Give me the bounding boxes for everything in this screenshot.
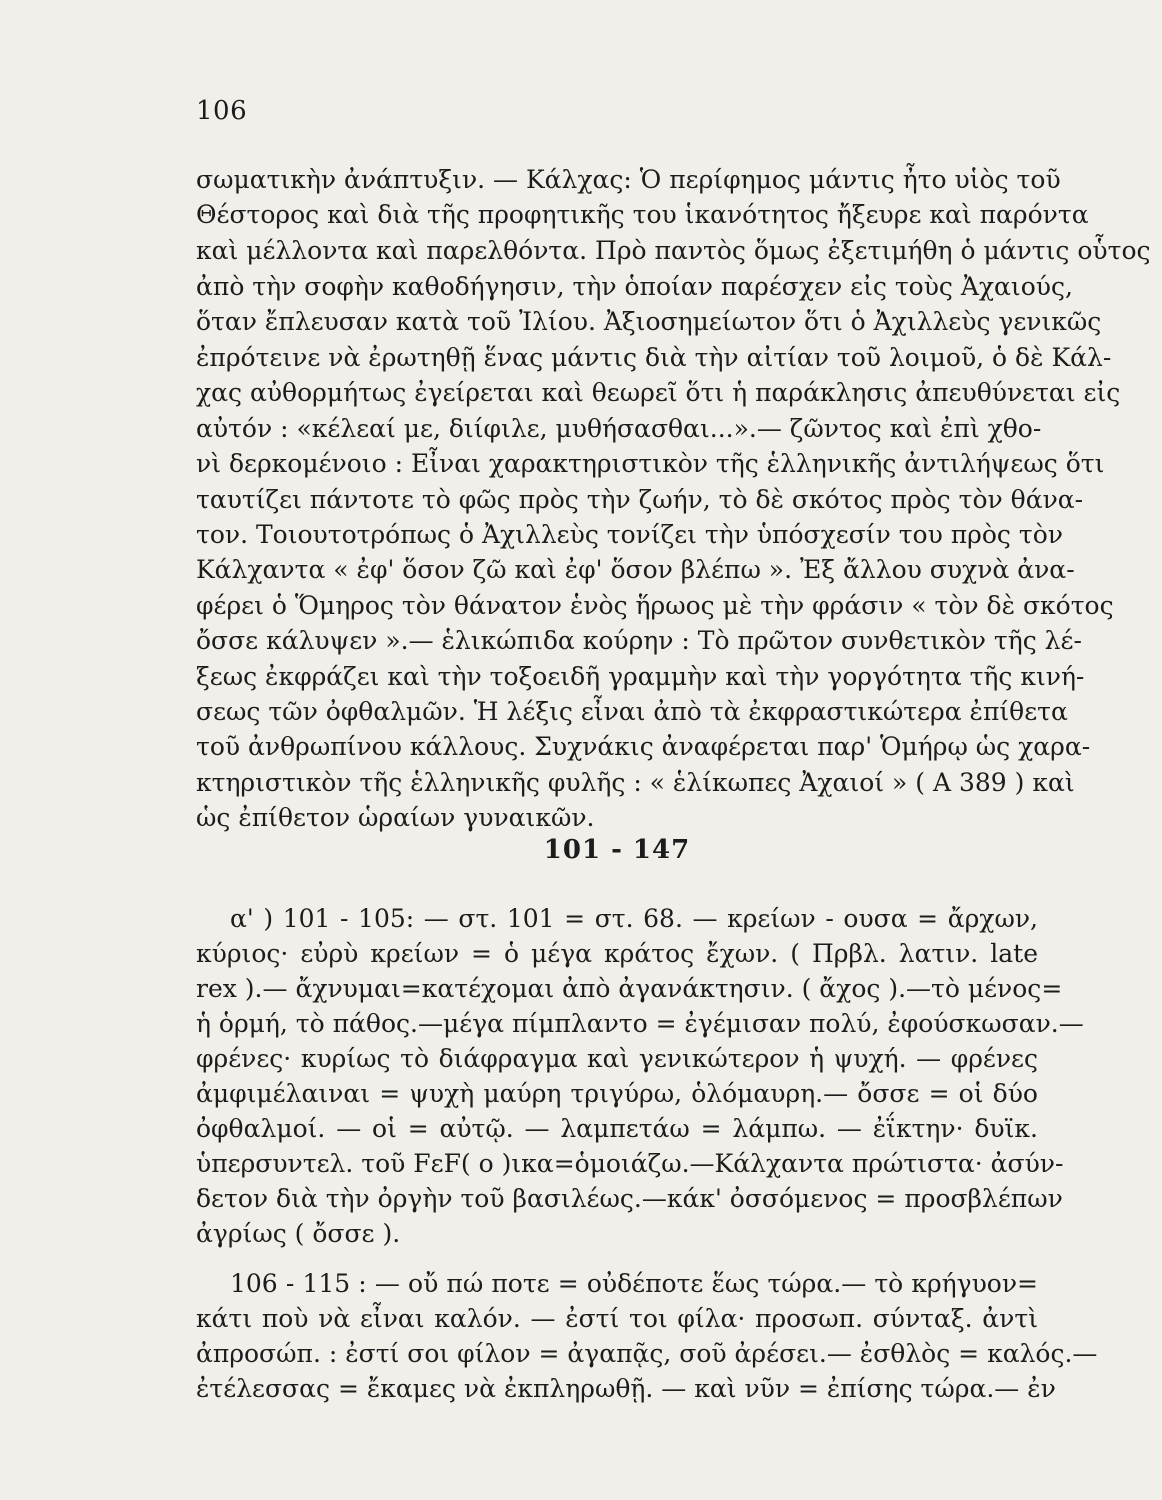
text-line: σωματικὴν ἀνάπτυξιν. — Κάλχας: Ὁ περίφημος μάντις ἦτο υἱὸς τοῦ — [196, 165, 1061, 194]
text-line: ἐτέλεσσας = ἔκαμες νὰ ἐκπληρωθῇ. — καὶ νῦν = ἐπίσης τώρα.— ἐν — [196, 1374, 1056, 1403]
text-line: κύριος· εὐρὺ κρείων = ὁ μέγα κράτος ἔχων. ( Πρβλ. λατιν. late — [196, 939, 1038, 968]
text-line: αὐτόν : «κέλεαί με, διίφιλε, μυθήσασθαι...».— ζῶντος καὶ ἐπὶ χθο- — [196, 414, 1042, 443]
text-line: φέρει ὁ Ὅμηρος τὸν θάνατον ἑνὸς ἥρωος μὲ τὴν φράσιν « τὸν δὲ σκότος — [196, 591, 1114, 620]
text-line: ἀγρίως ( ὄσσε ). — [196, 1219, 401, 1248]
text-line: ὀφθαλμοί. — οἱ = αὐτῷ. — λαμπετάω = λάμπω. — ἐΐκτην· δυϊκ. — [196, 1114, 1038, 1143]
text-line: ὡς ἐπίθετον ὡραίων γυναικῶν. — [196, 803, 595, 832]
text-line: rex ).— ἄχνυμαι=κατέχομαι ἀπὸ ἀγανάκτησιν. ( ἄχος ).—τὸ μένος= — [196, 974, 1063, 1003]
text-line: φρένες· κυρίως τὸ διάφραγμα καὶ γενικώτερον ἡ ψυχή. — φρένες — [196, 1044, 1038, 1073]
page-number: 106 — [196, 96, 248, 126]
text-line: ἀπροσώπ. : ἐστί σοι φίλον = ἀγαπᾷς, σοῦ ἀρέσει.— ἐσθλὸς = καλός.— — [196, 1339, 1098, 1368]
text-line: ἀμφιμέλαιναι = ψυχὴ μαύρη τριγύρω, ὁλόμαυρη.— ὄσσε = οἱ δύο — [196, 1079, 1038, 1108]
text-line: ὑπερσυντελ. τοῦ FεF( ο )ικα=ὁμοιάζω.—Κάλχαντα πρώτιστα· ἀσύν- — [196, 1149, 1064, 1178]
text-line: καὶ μέλλοντα καὶ παρελθόντα. Πρὸ παντὸς ὅμως ἐξετιμήθη ὁ μάντις οὗτος — [196, 236, 1151, 265]
text-line: Θέστορος καὶ διὰ τῆς προφητικῆς του ἱκανότητος ἤξευρε καὶ παρόντα — [196, 200, 1089, 229]
text-line: ὅταν ἔπλευσαν κατὰ τοῦ Ἰλίου. Ἀξιοσημείωτον ὅτι ὁ Ἀχιλλεὺς γενικῶς — [196, 307, 1102, 336]
text-line: κτηριστικὸν τῆς ἑλληνικῆς φυλῆς : « ἑλίκωπες Ἀχαιοί » ( Α 389 ) καὶ — [196, 768, 1075, 797]
text-line: χας αὐθορμήτως ἐγείρεται καὶ θεωρεῖ ὅτι ἡ παράκλησις ἀπευθύνεται εἰς — [196, 378, 1121, 407]
text-line: α' ) 101 - 105: — στ. 101 = στ. 68. — κρείων - ουσα = ἄρχων, — [230, 904, 1038, 933]
text-line: ἐπρότεινε νὰ ἐρωτηθῇ ἕνας μάντις διὰ τὴν αἰτίαν τοῦ λοιμοῦ, ὁ δὲ Κάλ- — [196, 343, 1112, 372]
text-line: τοῦ ἀνθρωπίνου κάλλους. Συχνάκις ἀναφέρεται παρ' Ὁμήρῳ ὡς χαρα- — [196, 732, 1091, 761]
text-line: σεως τῶν ὀφθαλμῶν. Ἡ λέξις εἶναι ἀπὸ τὰ ἐκφραστικώτερα ἐπίθετα — [196, 697, 1068, 726]
text-line: ταυτίζει πάντοτε τὸ φῶς πρὸς τὴν ζωήν, τὸ δὲ σκότος πρὸς τὸν θάνα- — [196, 485, 1084, 514]
text-line: ξεως ἐκφράζει καὶ τὴν τοξοειδῆ γραμμὴν καὶ τὴν γοργότητα τῆς κινή- — [196, 662, 1085, 691]
text-line: δετον διὰ τὴν ὀργὴν τοῦ βασιλέως.—κάκ' ὀσσόμενος = προσβλέπων — [196, 1184, 1063, 1213]
text-line: κάτι ποὺ νὰ εἶναι καλόν. — ἐστί τοι φίλα· προσωπ. σύνταξ. ἀντὶ — [196, 1304, 1038, 1333]
text-line: Κάλχαντα « ἐφ' ὅσον ζῶ καὶ ἐφ' ὅσον βλέπω ». Ἐξ ἄλλου συχνὰ ἀνα- — [196, 555, 1075, 584]
text-line: νὶ δερκομένοιο : Εἶναι χαρακτηριστικὸν τῆς ἑλληνικῆς ἀντιλήψεως ὅτι — [196, 449, 1105, 478]
text-line: τον. Τοιουτοτρόπως ὁ Ἀχιλλεὺς τονίζει τὴν ὑπόσχεσίν του πρὸς τὸν — [196, 520, 1063, 549]
text-line: ἀπὸ τὴν σοφὴν καθοδήγησιν, τὴν ὁποίαν παρέσχεν εἰς τοὺς Ἀχαιούς, — [196, 272, 1073, 301]
text-line: 106 - 115 : — οὔ πώ ποτε = οὐδέποτε ἕως τώρα.— τὸ κρήγυον= — [230, 1269, 1038, 1298]
text-line: ἡ ὁρμή, τὸ πάθος.—μέγα πίμπλαντο = ἐγέμισαν πολύ, ἐφούσκωσαν.— — [196, 1009, 1084, 1038]
section-heading: 101 - 147 — [543, 835, 691, 865]
text-line: ὄσσε κάλυψεν ».— ἑλικώπιδα κούρην : Τὸ πρῶτον συνθετικὸν τῆς λέ- — [196, 626, 1082, 655]
